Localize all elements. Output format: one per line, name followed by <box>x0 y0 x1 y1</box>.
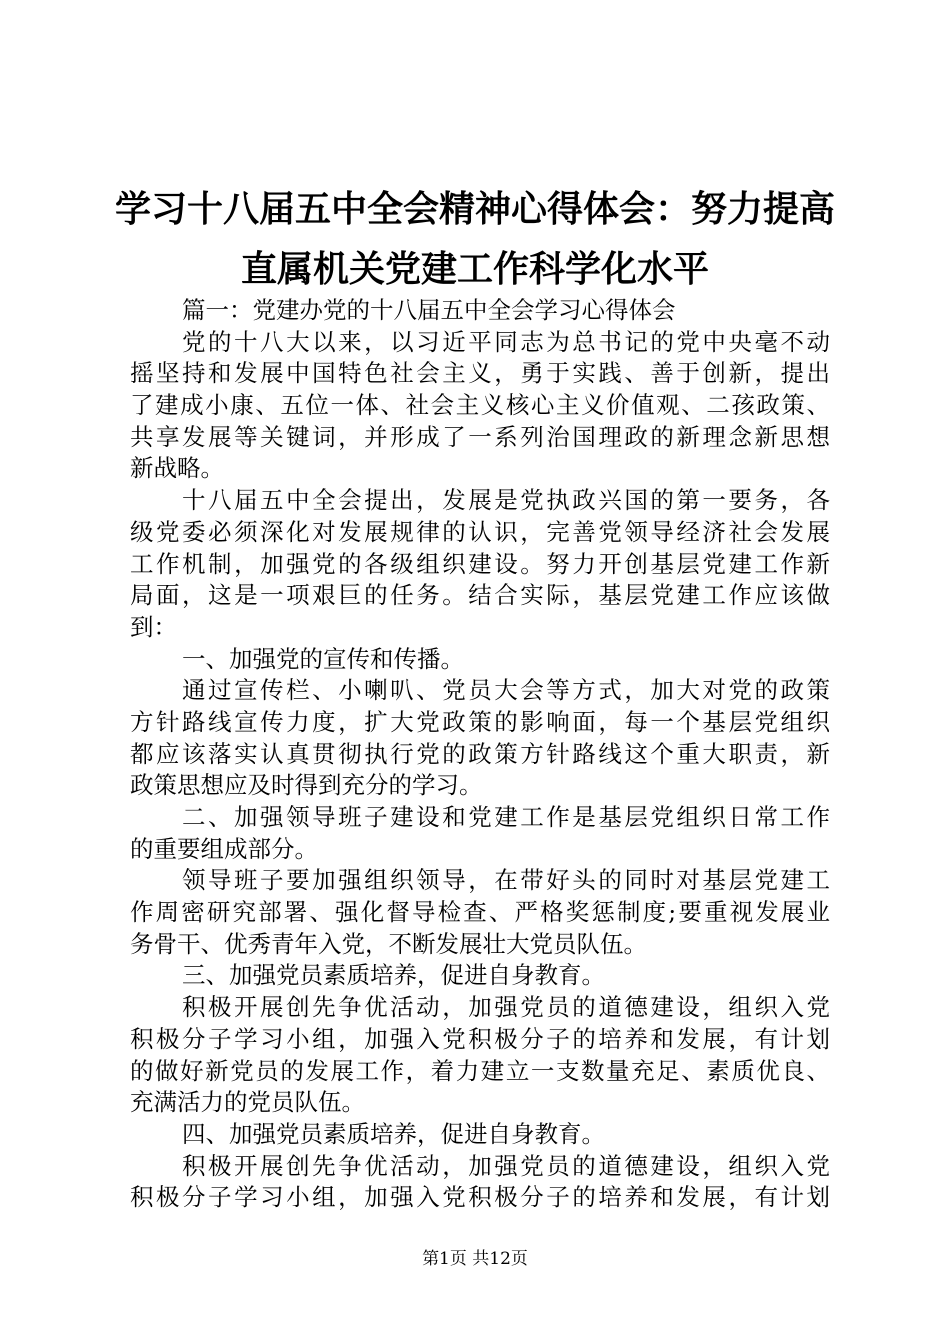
body-line: 级党委必须深化对发展规律的认识，完善党领导经济社会发展 <box>130 517 830 546</box>
body-line: 摇坚持和发展中国特色社会主义，勇于实践、善于创新，提出 <box>130 359 830 388</box>
body-line: 党的十八大以来，以习近平同志为总书记的党中央毫不动 <box>182 327 830 356</box>
document-title-line-2: 直属机关党建工作科学化水平 <box>240 249 709 290</box>
body-line: 政策思想应及时得到充分的学习。 <box>130 771 483 800</box>
body-line: 共享发展等关键词，并形成了一系列治国理政的新理念新思想 <box>130 422 830 451</box>
body-line: 了建成小康、五位一体、社会主义核心主义价值观、二孩政策、 <box>130 391 830 420</box>
body-line: 作周密研究部署、强化督导检查、严格奖惩制度;要重视发展业 <box>130 898 830 927</box>
body-line: 二、加强领导班子建设和党建工作是基层党组织日常工作 <box>182 803 830 831</box>
body-line: 务骨干、优秀青年入党，不断发展壮大党员队伍。 <box>130 929 647 958</box>
page-footer: 第1页 共12页 <box>422 1249 528 1269</box>
body-line: 局面，这是一项艰巨的任务。结合实际，基层党建工作应该做 <box>130 581 830 610</box>
body-line: 的重要组成部分。 <box>130 834 318 863</box>
body-line: 积极开展创先争优活动，加强党员的道德建设，组织入党 <box>182 1151 830 1180</box>
body-line: 都应该落实认真贯彻执行党的政策方针路线这个重大职责，新 <box>130 739 830 768</box>
body-line: 篇一：党建办党的十八届五中全会学习心得体会 <box>182 296 676 324</box>
document-body <box>130 295 830 1214</box>
body-line: 到： <box>130 612 177 641</box>
body-line: 积极分子学习小组，加强入党积极分子的培养和发展，有计划 <box>130 1024 830 1053</box>
body-line: 方针路线宣传力度，扩大党政策的影响面，每一个基层党组织 <box>130 707 830 736</box>
body-line: 一、加强党的宣传和传播。 <box>182 644 464 673</box>
body-line: 工作机制，加强党的各级组织建设。努力开创基层党建工作新 <box>130 549 830 578</box>
body-line: 积极开展创先争优活动，加强党员的道德建设，组织入党 <box>182 993 830 1022</box>
body-line: 领导班子要加强组织领导，在带好头的同时对基层党建工 <box>182 866 830 895</box>
body-line: 积极分子学习小组，加强入党积极分子的培养和发展，有计划 <box>130 1183 830 1212</box>
body-line: 十八届五中全会提出，发展是党执政兴国的第一要务，各 <box>182 486 830 515</box>
body-line: 通过宣传栏、小喇叭、党员大会等方式，加大对党的政策 <box>182 676 830 705</box>
body-line: 三、加强党员素质培养，促进自身教育。 <box>182 961 605 990</box>
body-line: 充满活力的党员队伍。 <box>130 1088 365 1117</box>
document-title-line-1: 学习十八届五中全会精神心得体会：努力提高 <box>114 189 835 230</box>
body-line: 新战略。 <box>130 454 224 483</box>
body-line: 的做好新党员的发展工作，着力建立一支数量充足、素质优良、 <box>130 1056 830 1085</box>
body-line: 四、加强党员素质培养，促进自身教育。 <box>182 1119 605 1148</box>
